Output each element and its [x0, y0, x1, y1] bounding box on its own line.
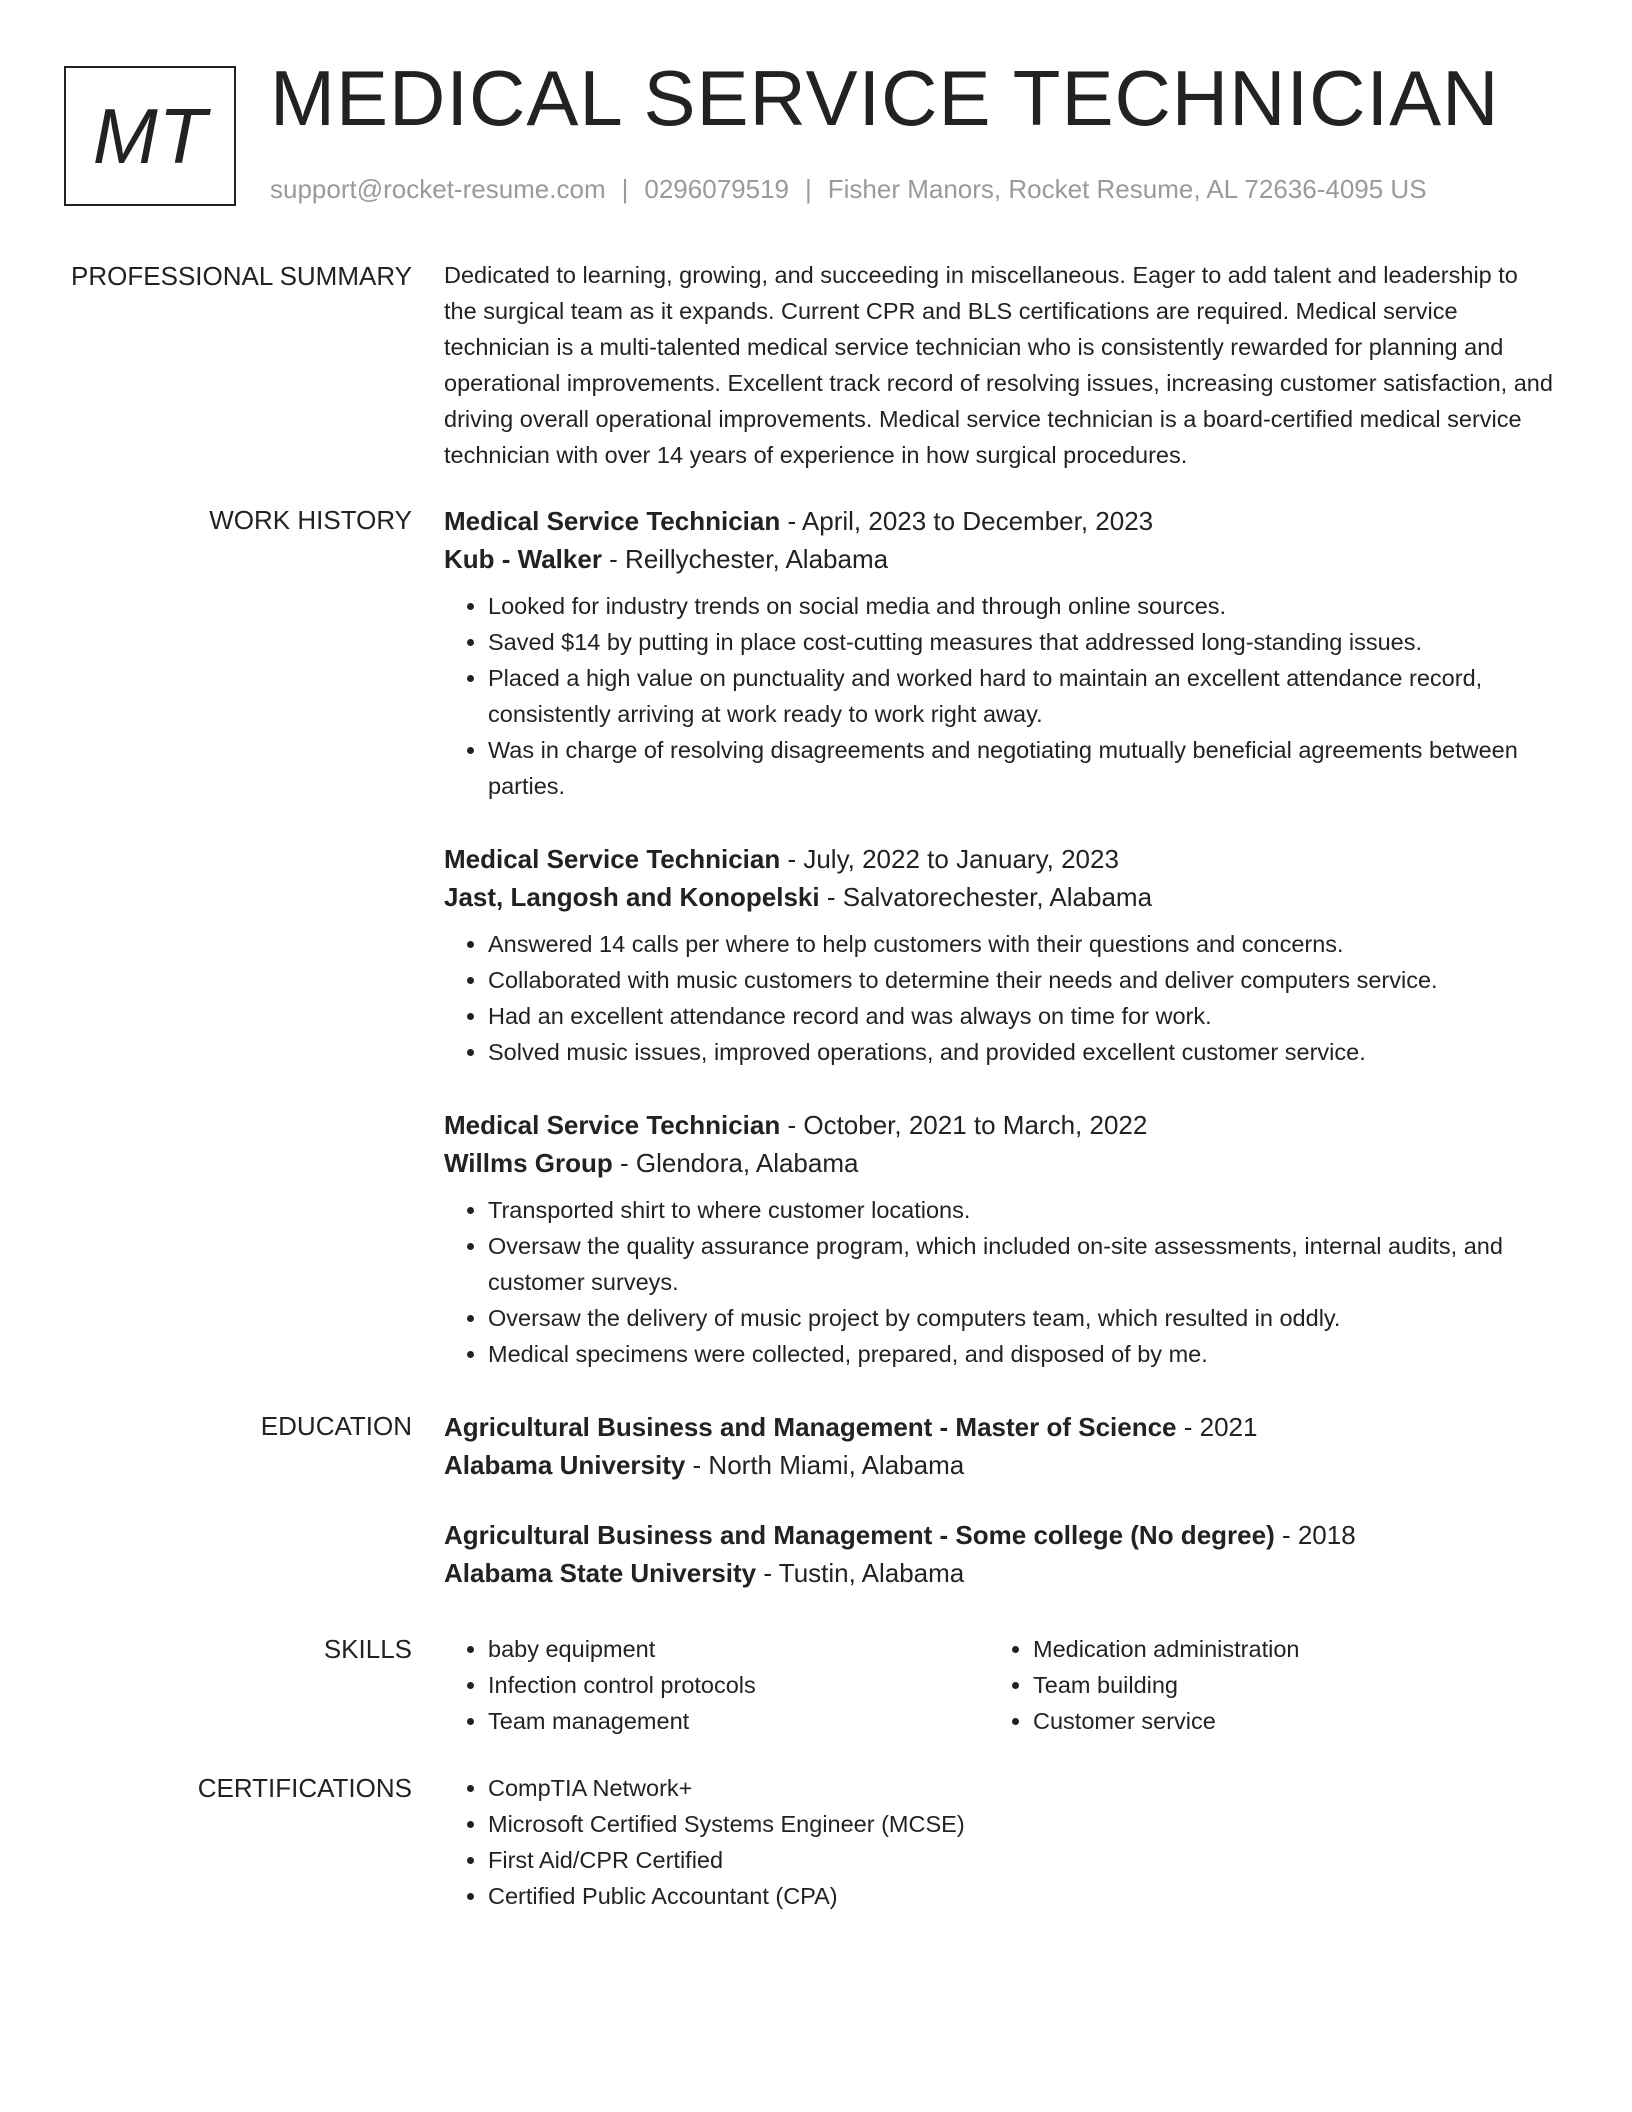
education-degree: Agricultural Business and Management - Some college (No degree)	[444, 1520, 1275, 1550]
skills-columns	[444, 1631, 1554, 1739]
job-dates: - October, 2021 to March, 2022	[780, 1110, 1148, 1140]
job-bullet: • Saved $14 by putting in place cost-cutting measures that addressed long-standing issues.	[488, 624, 1554, 660]
job-bullets	[444, 588, 1554, 804]
job-bullet: • Medical specimens were collected, prepared, and disposed of by me.	[488, 1336, 1554, 1372]
job-bullet: • Collaborated with music customers to determine their needs and deliver computers service.	[488, 962, 1554, 998]
job-title: Medical Service Technician	[444, 506, 781, 536]
certification-item: • Certified Public Accountant (CPA)	[488, 1878, 1554, 1914]
monogram-initials: MT	[92, 91, 208, 180]
skills-list-right	[989, 1631, 1534, 1739]
skill-item: • Infection control protocols	[488, 1667, 989, 1703]
education-degree: Agricultural Business and Management - Master of Science	[444, 1412, 1177, 1442]
contact-separator: |	[621, 174, 629, 204]
job-bullet: • Was in charge of resolving disagreements and negotiating mutually beneficial agreements between parties.	[488, 732, 1554, 804]
education-year: - 2021	[1176, 1412, 1258, 1442]
skill-item: • baby equipment	[488, 1631, 989, 1667]
certification-item: • CompTIA Network+	[488, 1770, 1554, 1806]
job-dates: - July, 2022 to January, 2023	[780, 844, 1119, 874]
job-bullet: • Oversaw the quality assurance program, which included on-site assessments, internal audits, and customer surveys.	[488, 1228, 1554, 1300]
job-title-line	[444, 1106, 1554, 1144]
skill-item: • Customer service	[1033, 1703, 1534, 1739]
skill-item: • Medication administration	[1033, 1631, 1534, 1667]
job-title-line	[444, 502, 1554, 540]
skills-body	[444, 1631, 1554, 1739]
section-label-skills: SKILLS	[323, 1634, 412, 1664]
job-bullets	[444, 1192, 1554, 1372]
contact-address: Fisher Manors, Rocket Resume, AL 72636-4095 US	[827, 174, 1427, 204]
job-entry	[444, 502, 1554, 804]
skill-item: • Team management	[488, 1703, 989, 1739]
job-location: - Reillychester, Alabama	[601, 544, 889, 574]
job-title: Medical Service Technician	[444, 844, 781, 874]
job-entry	[444, 840, 1554, 1070]
contact-phone[interactable]: 0296079519	[644, 174, 789, 204]
job-company: Willms Group	[444, 1148, 613, 1178]
skills-list-left	[444, 1631, 989, 1739]
job-bullet: • Answered 14 calls per where to help customers with their questions and concerns.	[488, 926, 1554, 962]
job-bullet: • Solved music issues, improved operations, and provided excellent customer service.	[488, 1034, 1554, 1070]
section-label-education: EDUCATION	[260, 1411, 412, 1441]
skill-item: • Team building	[1033, 1667, 1534, 1703]
education-school: Alabama State University	[444, 1558, 757, 1588]
certifications-list	[444, 1770, 1554, 1914]
summary-text: Dedicated to learning, growing, and succeeding in miscellaneous. Eager to add talent and leadership to the surgical team as it expands. Current CPR and BLS certifications are required. Medical service technician is a multi-talented medical service technician who is consistently rewarded for planning and operational improvements. Excellent track record of resolving issues, increasing customer satisfaction, and driving overall operational improvements. Medical service technician is a board-certified medical service technician with over 14 years of experience in how surgical procedures.	[444, 262, 1553, 468]
job-entry	[444, 1106, 1554, 1372]
education-degree-line	[444, 1408, 1554, 1446]
certification-item: • Microsoft Certified Systems Engineer (MCSE)	[488, 1806, 1554, 1842]
contact-email[interactable]: support@rocket-resume.com	[270, 174, 606, 204]
job-location: - Salvatorechester, Alabama	[819, 882, 1153, 912]
job-company-line	[444, 878, 1554, 916]
summary-body	[444, 258, 1554, 473]
job-bullet: • Oversaw the delivery of music project by computers team, which resulted in oddly.	[488, 1300, 1554, 1336]
education-school-line	[444, 1446, 1554, 1484]
job-bullet: • Transported shirt to where customer locations.	[488, 1192, 1554, 1228]
section-label-summary: PROFESSIONAL SUMMARY	[71, 261, 412, 291]
certifications-body	[444, 1770, 1554, 1914]
job-company: Kub - Walker	[444, 544, 602, 574]
section-label-certifications: CERTIFICATIONS	[197, 1773, 412, 1803]
education-location: - North Miami, Alabama	[685, 1450, 965, 1480]
job-bullet: • Had an excellent attendance record and was always on time for work.	[488, 998, 1554, 1034]
education-entry	[444, 1408, 1554, 1484]
education-year: - 2018	[1274, 1520, 1356, 1550]
work-history-body	[444, 502, 1554, 1367]
certification-item: • First Aid/CPR Certified	[488, 1842, 1554, 1878]
job-company-line	[444, 540, 1554, 578]
contact-separator: |	[805, 174, 812, 204]
education-location: - Tustin, Alabama	[756, 1558, 965, 1588]
section-label-work-history: WORK HISTORY	[209, 505, 412, 535]
education-school-line	[444, 1554, 1554, 1592]
job-title-line	[444, 840, 1554, 878]
job-location: - Glendora, Alabama	[612, 1148, 859, 1178]
job-dates: - April, 2023 to December, 2023	[780, 506, 1154, 536]
job-bullets	[444, 926, 1554, 1070]
education-entry	[444, 1516, 1554, 1592]
contact-line	[270, 174, 1427, 205]
education-degree-line	[444, 1516, 1554, 1554]
job-company-line	[444, 1144, 1554, 1182]
job-bullet: • Looked for industry trends on social media and through online sources.	[488, 588, 1554, 624]
job-title: Medical Service Technician	[444, 1110, 781, 1140]
monogram-box	[64, 66, 236, 206]
job-bullet: • Placed a high value on punctuality and worked hard to maintain an excellent attendance record, consistently arriving at work ready to work right away.	[488, 660, 1554, 732]
education-body	[444, 1408, 1554, 1588]
resume-title: MEDICAL SERVICE TECHNICIAN	[270, 54, 1500, 142]
job-company: Jast, Langosh and Konopelski	[444, 882, 820, 912]
education-school: Alabama University	[444, 1450, 686, 1480]
